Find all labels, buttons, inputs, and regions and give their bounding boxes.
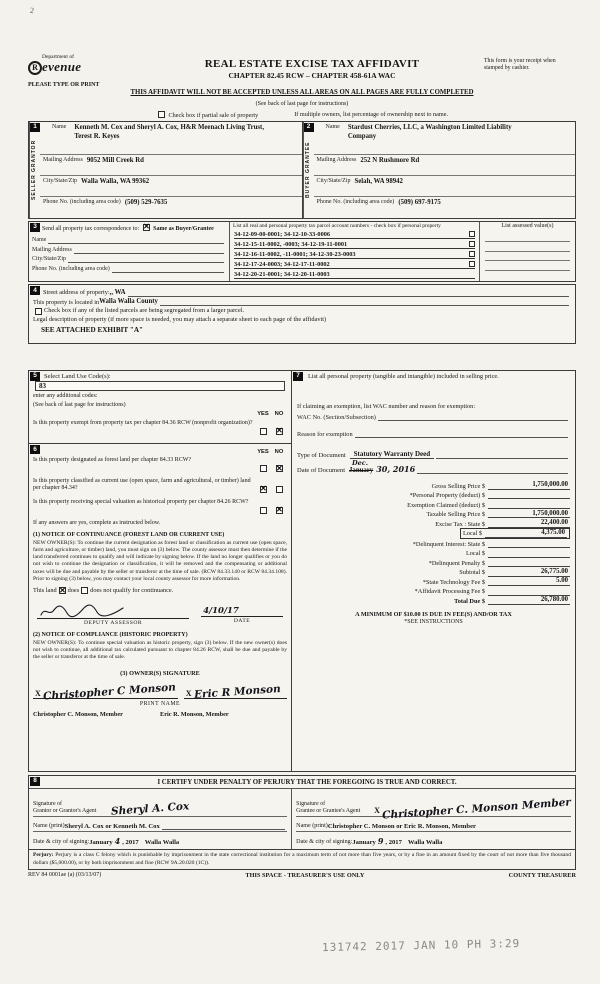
buyer-phone-row: Phone No. (including area code) (509) 697-9175 [316,198,441,206]
deputy-assessor-signature [39,604,125,618]
notice-compliance-body: NEW OWNER(S): To continue special valuation as historic property, sign (3) below. If the new owner(s) does not wish to continue, all additional tax calculated pursuant to chapter 84.26 RCW, shall be due and payable by the seller or transferor at the time of sale. [33,639,287,661]
forest-yes-checkbox[interactable] [260,465,267,472]
logo-revenue-text: evenue [42,59,82,75]
notice-compliance-title: (2) NOTICE OF COMPLIANCE (HISTORIC PROPERTY) [33,631,188,638]
seller-phone-row: Phone No. (including area code) (509) 529-7635 [43,198,168,206]
historic-yes-checkbox[interactable] [260,507,267,514]
correspondence-phone-field: Phone No. (including area code) [32,263,226,273]
affidavit-form [28,54,576,879]
see-instructions-note: *SEE INSTRUCTIONS [404,619,463,626]
date-of-document-label: Date of Document [297,466,346,474]
money-row-processing-fee: *Affidavit Processing Fee $ [297,586,570,596]
cashier-date-stamp: 131742 2017 JAN 10 PH 3:29 [321,936,521,955]
grantor-signature-script: Sheryl A. Cox [110,800,190,819]
section-4-property-location [28,284,576,343]
partial-sale-checkbox[interactable] [158,111,165,118]
grantor-name-row: Name (print) Sheryl A. Cox or Kenneth M. Cox [33,817,287,832]
logo-department-of: Department of [42,54,74,60]
land-does-not-checkbox[interactable] [81,587,88,594]
assessor-signature-row [33,604,287,626]
buyer-side-label: BUYER GRANTEE [303,122,314,218]
notice-continuance-body: NEW OWNER(S): To continue the current designation as forest land or classification as current use (open space, farm and agriculture, or timber) land, you must sign on (3) below. The county assessor must then determine if the land transferred continues to qualify and will indicate by signing below. If the land no longer qualifies or you do not wish to continue the designation or classification, it will be removed and the compensating or additional taxes will be due and payable by the seller or transferor at the time of sale. (RCW 84.33.140 or RCW 84.34.108). Prior to signing (3) below, you may contact your local county assessor for more information. [33,539,287,582]
exempt-question: Is this property exempt from property tax per chapter 84.36 RCW (nonprofit organization)? [33,419,253,426]
section-6-classification [28,443,292,772]
owner-signature-1-script: Christopher C Monson [42,681,176,703]
form-warning: THIS AFFIDAVIT WILL NOT BE ACCEPTED UNLESS ALL AREAS ON ALL PAGES ARE FULLY COMPLETED [130,89,474,97]
form-subtitle: CHAPTER 82.45 RCW – CHAPTER 458-61A WAC [228,70,396,80]
land-qualify-row: This land ✕ does does not qualify for continuance. [33,587,287,594]
perjury-note: Perjury: Perjury is a class C felony which is punishable by imprisonment in the state correctional institution for a maximum term of not more than five years, or by a fine in an amount fixed by the court of not more than five thousand dollars ($5,000.00), or by both imprisonment and fine (RCW 9A.20.020 (1C)). [28,850,576,870]
historic-question: Is this property receiving special valuation as historical property per chapter 84.26 RCW? [33,498,249,505]
section-4-marker: 4 [30,286,40,295]
parcel-row: 34-12-17-24-0003; 34-12-17-11-0002 [234,260,475,269]
printed-names-row [33,711,287,718]
multiple-owners-note: If multiple owners, list percentage of ownership next to name. [294,111,449,119]
print-name-label: PRINT NAME [139,700,181,707]
additional-codes-label: enter any additional codes: [33,393,98,400]
assessor-date-value: 4/10/17 [203,605,239,616]
owner-signature-2[interactable]: X Eric R Monson [184,680,287,699]
date-day-year: 30, 2016 [376,464,416,475]
dept-of-revenue-logo [28,54,140,75]
date-struck-month: January [349,466,374,474]
money-row-exemption-deduct: Exemption Claimed (deduct) $ [297,499,570,509]
form-footer [28,872,576,879]
receipt-note: This form is your receipt when stamped by cashier. [484,58,556,72]
excise-tax-table [297,480,570,605]
section-5-land-use [28,370,292,444]
personal-property-checkbox[interactable] [469,241,475,247]
money-row-excise-state: Excise Tax : State $ 22,400.00 [435,519,568,528]
seller-section [28,121,303,219]
forest-question: Is this property designated as forest land per chapter 84.33 RCW? [33,457,192,464]
money-row-delinquent-interest-local: Local $ [297,548,570,558]
buyer-section [303,121,577,219]
date-label: DATE [233,618,251,625]
legal-description-label: Legal description of property (if more space is needed, you may attach a separate sheet to each page of the affidavit) [33,316,327,324]
money-row-total-due: Total Due $ 26,780.00 [454,596,568,605]
historic-no-checkbox[interactable] [276,507,283,514]
seller-city-row: City/State/Zip Walla Walla, WA 99362 [40,176,302,197]
deputy-assessor-label: DEPUTY ASSESSOR [83,620,143,627]
current-use-question-row [33,478,287,497]
reason-exemption-field: Reason for exemption [297,427,570,438]
minimum-due-note: A MINIMUM OF $10.00 IS DUE IN FEE(S) AND/OR TAX [355,611,512,619]
parcel-list-header: List all real and personal property tax parcel account numbers - check box if personal property [233,222,441,229]
parcel-row: 34-12-20-21-0001; 34-12-20-11-0003 [234,270,475,279]
personal-property-label: List all personal property (tangible and intangible) included in selling price. [308,372,499,380]
located-in-value: Walla Walla County [99,298,158,306]
assessed-value-line [485,242,570,252]
assessed-value-line [485,252,570,262]
grantee-signature-field[interactable]: X Christopher C. Monson Member [374,796,572,822]
section-5-marker: 5 [30,372,40,381]
parcel-row: 34-12-15-11-0002, -0003; 34-12-19-11-0001 [234,240,475,249]
yes-no-header: YES NO [257,411,284,418]
money-row-taxable: Taxable Selling Price $ 1,750,000.00 [426,509,568,519]
current-use-yes-checkbox[interactable] [260,486,267,493]
owner-signature-2-script: Eric R Monson [193,682,281,701]
assessed-value-line [485,261,570,271]
personal-property-checkbox[interactable] [469,261,475,267]
rev-number: REV 84 0001ae (a) (03/13/07) [28,872,102,879]
grantee-date-day: 9 [377,836,384,847]
assessed-values-header: List assessed value(s) [501,222,554,229]
type-of-document-label: Type of Document [297,451,346,459]
form-header [28,54,576,108]
partial-sale-label: Check box if partial sale of property [168,111,259,119]
parties-section [28,121,576,219]
see-back-note-2: (See back of last page for instructions) [33,401,126,408]
section-2-marker: 2 [304,123,314,132]
wac-number-field: WAC No. (Section/Subsection) [297,410,570,421]
buyer-city-value: Selah, WA 98942 [354,177,403,185]
section-3-tax-correspondence [28,221,576,283]
county-treasurer-label: COUNTY TREASURER [508,871,576,879]
parcel-row: 34-12-16-11-0002, -11-0001; 34-12-30-23-0003 [234,250,475,259]
exempt-question-row [33,420,287,439]
grantee-signature-script: Christopher C. Monson Member [381,796,572,822]
seller-name-row [40,122,302,155]
exempt-no-checkbox[interactable] [276,428,283,435]
partial-sale-row [28,111,576,119]
money-row-personal-deduct: *Personal Property (deduct) $ [297,490,570,500]
buyer-name-row [314,122,576,155]
money-row-delinquent-penalty: *Delinquent Penalty $ [297,558,570,568]
section-3-marker: 3 [30,223,40,232]
send-correspondence-label: Send all property tax correspondence to: [42,225,140,232]
legal-description-value: SEE ATTACHED EXHIBIT "A" [41,326,144,335]
seller-side-label: SELLER GRANTOR [29,122,40,218]
section-6-marker: 6 [30,445,40,454]
grantor-signature-field[interactable] [110,800,287,819]
money-row-tech-fee: *State Technology Fee $ 5.00 [422,577,568,586]
buyer-name-value: Stardust Cherries, LLC, a Washington Limited Liability [347,123,512,131]
grantor-printed-name: Sheryl A. Cox or Kenneth M. Cox [64,822,160,830]
correspondence-name-field: Name [32,235,226,245]
revenue-logo-icon: R [28,61,42,75]
correspondence-mailing-field: Mailing Address [32,244,226,254]
owners-signature-title: (3) OWNER(S) SIGNATURE [120,670,200,678]
owner-signature-1[interactable]: X Christopher C Monson [35,681,176,703]
section-8-marker: 8 [30,777,40,786]
seller-city-value: Walla Walla, WA 99362 [81,177,150,185]
date-handwritten-month: Dec. [352,458,369,467]
money-row-excise-local: Local $ 4,375.00 [460,528,570,539]
assessed-value-line [485,233,570,243]
current-use-no-checkbox[interactable] [276,486,283,493]
certify-statement: I CERTIFY UNDER PENALTY OF PERJURY THAT THE FOREGOING IS TRUE AND CORRECT. [157,778,457,786]
grantee-signature-block: Signature of Grantee or Grantee's Agent X Christopher C. Monson Member Name (print) Christopher C. Monson or Eric R. Monson, Member Date & city of signing: January 9 , 2017 Walla Walla [291,789,575,849]
land-use-label: Select Land Use Code(s): [44,372,111,380]
please-type-note: PLEASE TYPE OR PRINT [28,82,100,89]
grantor-signature-block: Signature of Grantor or Grantor's Agent Sheryl A. Cox Name (print) Sheryl A. Cox or Kenneth M. Cox Date & city of signing: January 4 , 2017 Walla Walla [29,789,291,849]
printed-name-2: Eric R. Monson, Member [160,711,229,719]
grantor-date-day: 4 [114,836,121,847]
seller-mailing-row: Mailing Address 9052 Mill Creek Rd [40,155,302,176]
seller-name-value-2: Terest R. Keyes [74,132,120,140]
type-of-document-value: Statutory Warranty Deed [350,450,434,459]
exempt-yes-checkbox[interactable] [260,428,267,435]
section-1-marker: 1 [30,123,40,132]
seller-mailing-value: 9052 Mill Creek Rd [86,156,144,164]
section-7-selling-price [291,370,576,772]
historic-question-row [33,499,287,518]
printed-name-1: Christopher C. Monson, Member [33,711,123,719]
segregated-checkbox[interactable] [35,308,42,315]
personal-property-checkbox[interactable] [469,251,475,257]
current-use-question: Is this property classified as current use (open space, farm and agricultural, or timber) land per chapter 84.34? [33,477,251,492]
section-8-certification [28,775,576,851]
buyer-name-value-2: Company [347,132,377,140]
if-yes-note: If any answers are yes, complete as instructed below. [33,519,161,526]
seller-name-label: Name [52,123,67,130]
type-of-document-row [297,448,570,459]
correspondence-city-field: City/State/Zip [32,254,226,264]
located-in-label: This property is located in [33,298,100,306]
grantor-date-row: Date & city of signing: January 4 , 2017 Walla Walla [33,836,180,847]
notice-continuance-title: (1) NOTICE OF CONTINUANCE (FOREST LAND OR CURRENT USE) [33,531,225,538]
grantee-name-row: Name (print) Christopher C. Monson or Eric R. Monson, Member [296,817,571,832]
land-does-checkbox[interactable] [59,587,66,594]
section-7-marker: 7 [293,372,303,381]
date-of-document-row [297,458,570,475]
yes-no-header: YES NO [257,448,284,455]
buyer-city-row: City/State/Zip Selah, WA 98942 [314,176,576,197]
exemption-label: If claiming an exemption, list WAC number and reason for exemption: [297,402,476,410]
buyer-mailing-value: 252 N Rushmore Rd [360,156,420,164]
assessed-values [479,222,575,282]
land-use-code-input[interactable]: 83 [35,381,285,391]
forest-no-checkbox[interactable] [276,465,283,472]
segregated-label: Check box if any of the listed parcels are being segregated from a larger parcel. [44,307,245,315]
grantee-city: Walla Walla [407,838,443,846]
forest-question-row [33,457,287,476]
parcel-row: 34-12-09-00-0001; 34-12-10-33-0006 [234,230,475,239]
scan-artifact: 2 [29,5,35,16]
buyer-name-label: Name [325,123,340,130]
street-address-label: Street address of property: [43,289,110,297]
buyer-phone-value: (509) 697-9175 [398,198,441,206]
grantor-city: Walla Walla [144,838,180,846]
seller-name-value: Kenneth M. Cox and Sheryl A. Cox, H&R Meenach Living Trust, [74,123,265,131]
grantee-date-row: Date & city of signing: January 9 , 2017 Walla Walla [296,836,443,847]
street-address-value: ,, WA [109,288,126,296]
buyer-mailing-row: Mailing Address 252 N Rushmore Rd [314,155,576,176]
see-back-note: (See back of last page for instructions) [255,100,349,107]
seller-phone-value: (509) 529-7635 [124,198,168,206]
personal-property-checkbox[interactable] [469,231,475,237]
money-row-gross: Gross Selling Price $ 1,750,000.00 [431,481,568,490]
treasurer-space-label: THIS SPACE - TREASURER'S USE ONLY [245,871,365,879]
same-as-buyer-checkbox[interactable] [143,224,150,231]
owners-signature-row [33,680,287,703]
form-title: REAL ESTATE EXCISE TAX AFFIDAVIT [204,58,420,70]
same-as-buyer-label: Same as Buyer/Grantee [153,225,214,232]
money-row-subtotal: Subtotal $ 26,775.00 [459,567,568,577]
grantee-printed-name: Christopher C. Monson or Eric R. Monson, Member [327,822,476,830]
parcel-list [229,222,479,282]
money-row-delinquent-interest-state: *Delinquent Interest: State $ [297,539,570,549]
